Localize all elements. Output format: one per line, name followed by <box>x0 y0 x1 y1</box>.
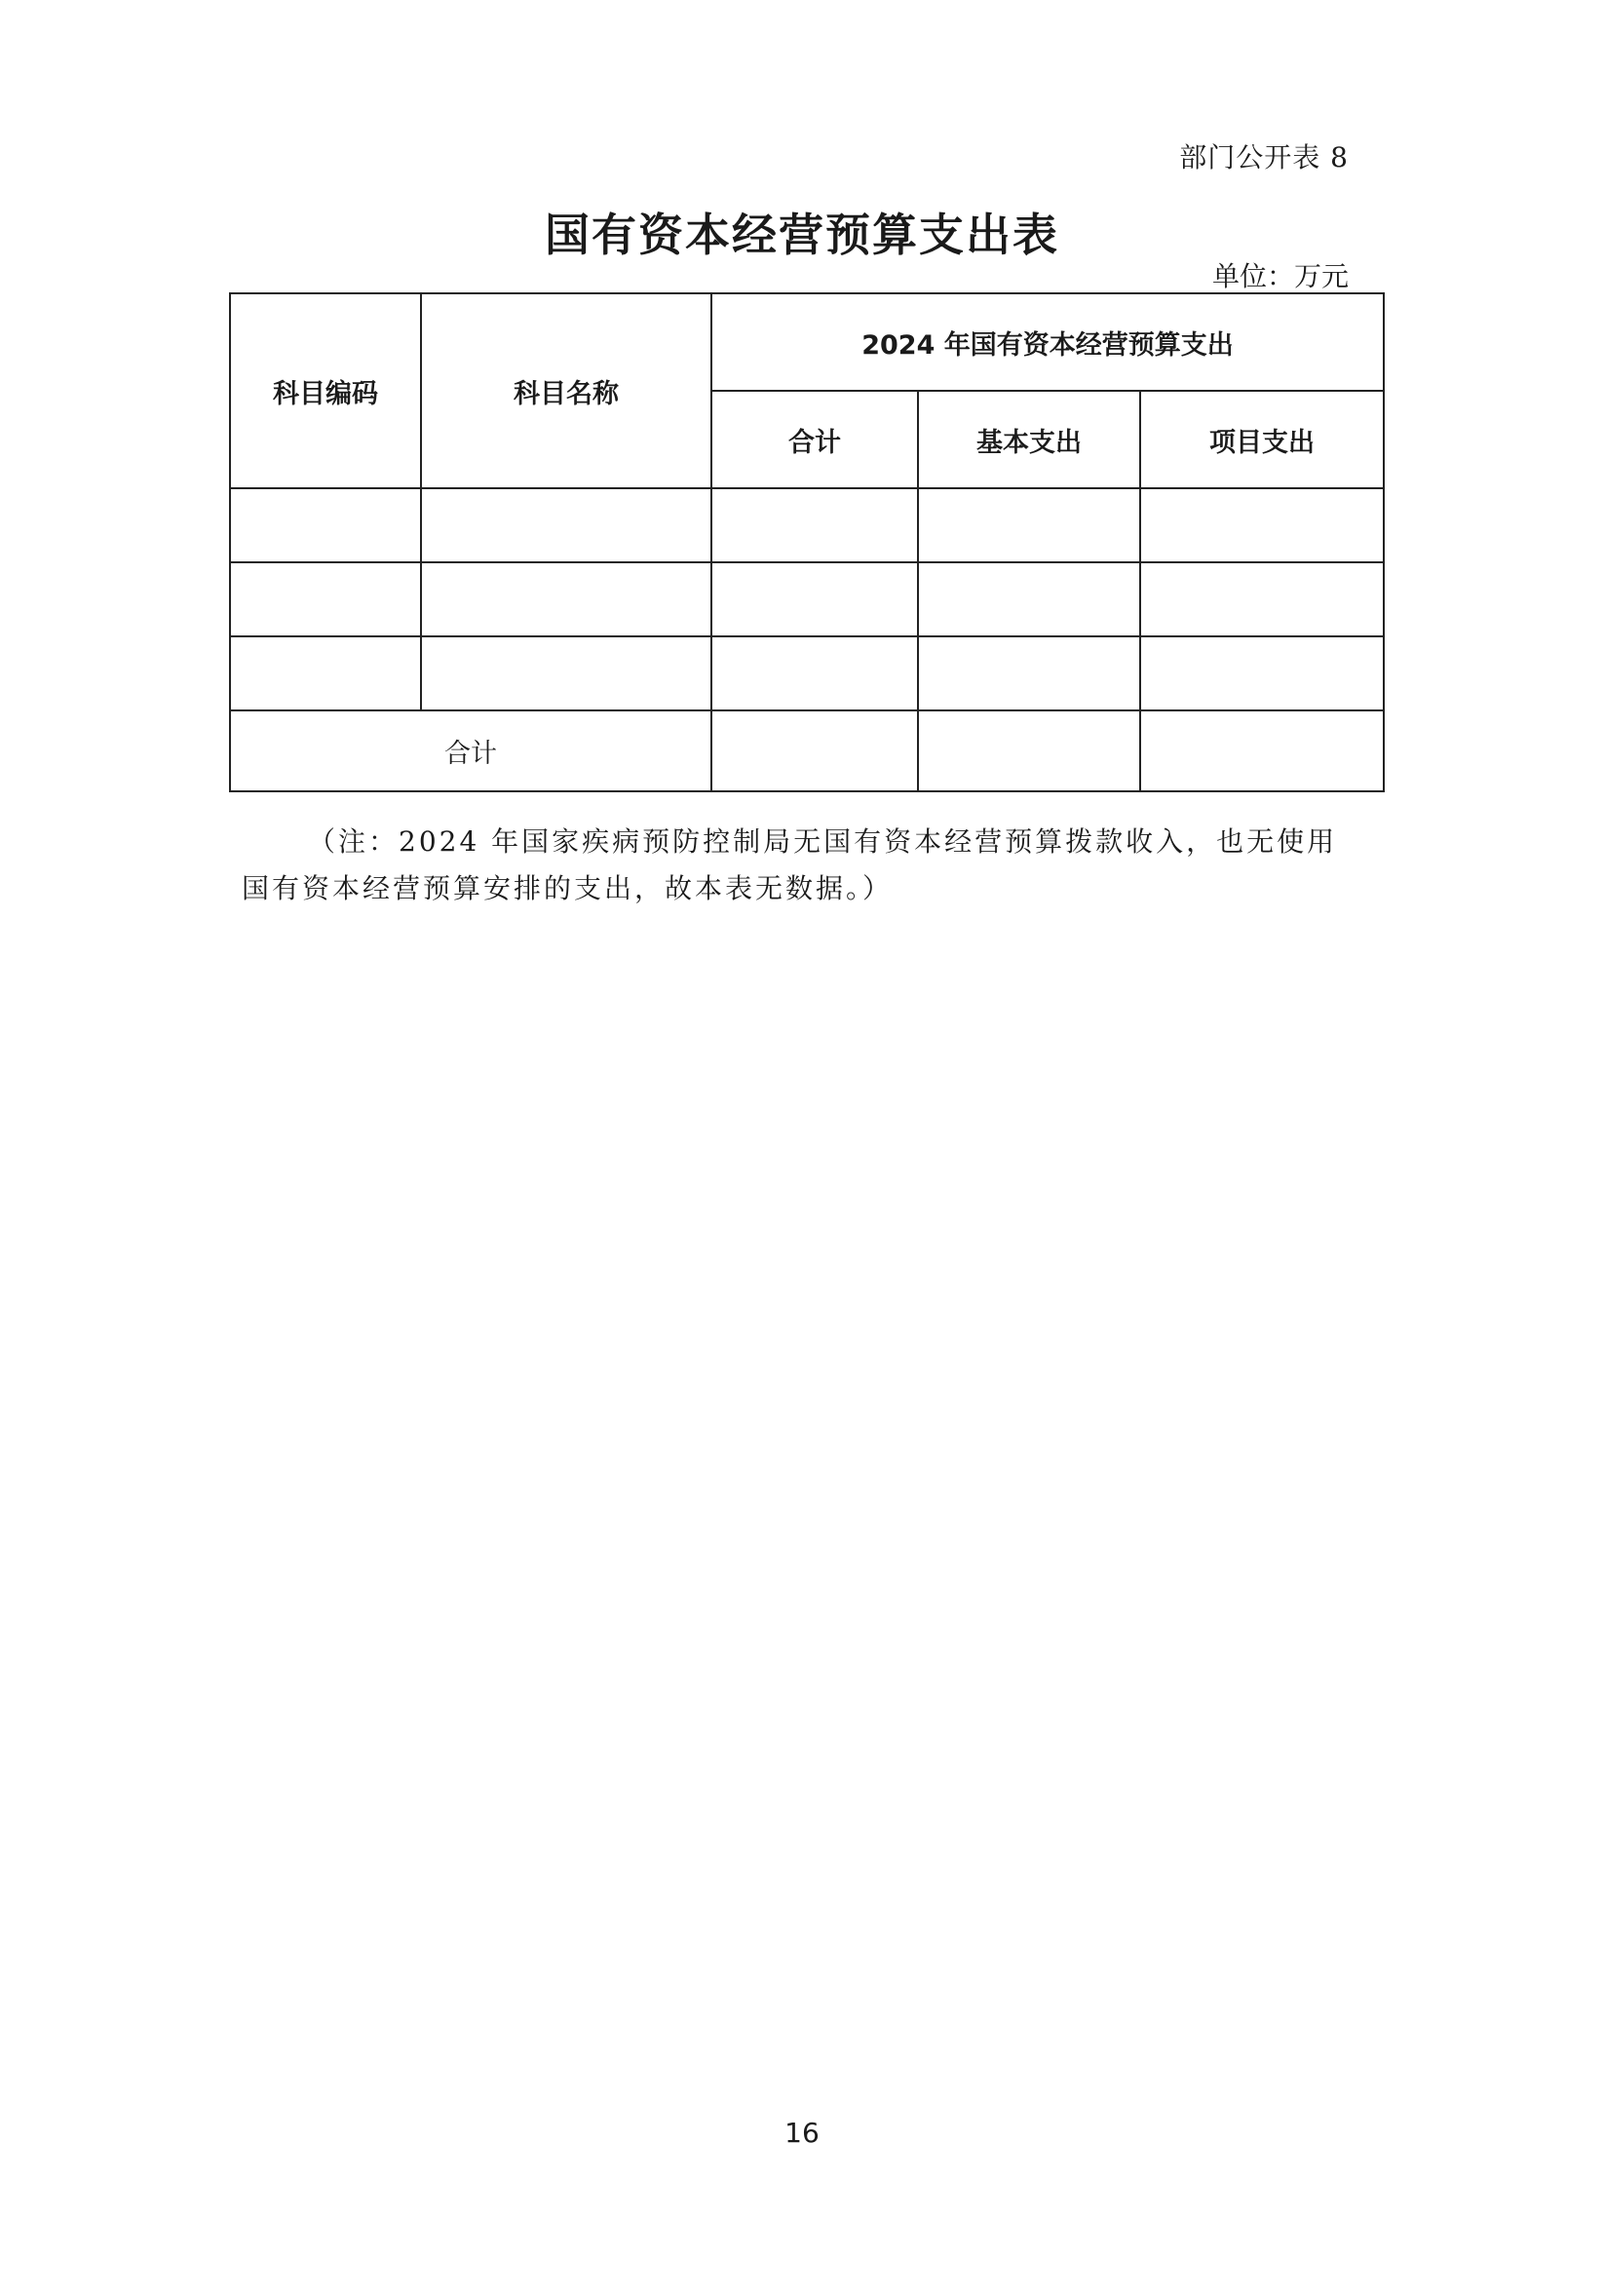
cell-basic <box>918 636 1140 710</box>
cell-project <box>1140 636 1384 710</box>
table-note: （注：2024 年国家疾病预防控制局无国有资本经营预算拨款收入，也无使用国有资本经营预算安排的支出，故本表无数据。） <box>242 825 1338 904</box>
total-cell-project <box>1140 710 1384 791</box>
table-total-row <box>230 710 1384 791</box>
cell-code <box>230 562 421 636</box>
cell-name <box>421 488 711 562</box>
col-header-total: 合计 <box>711 391 918 488</box>
cell-code <box>230 488 421 562</box>
page-title: 国有资本经营预算支出表 <box>545 209 1059 261</box>
unit-label: 单位：万元 <box>1211 260 1349 292</box>
table-row <box>230 636 1384 710</box>
budget-table <box>229 292 1385 792</box>
col-header-project: 项目支出 <box>1140 391 1384 488</box>
total-cell-total <box>711 710 918 791</box>
col-header-name: 科目名称 <box>421 293 711 488</box>
table-header-row <box>230 293 1384 391</box>
table-row <box>230 562 1384 636</box>
page-label: 部门公开表 8 <box>1179 141 1349 173</box>
cell-name <box>421 562 711 636</box>
cell-total <box>711 488 918 562</box>
cell-basic <box>918 488 1140 562</box>
total-label: 合计 <box>230 710 711 791</box>
cell-name <box>421 636 711 710</box>
col-header-basic: 基本支出 <box>918 391 1140 488</box>
table-row <box>230 488 1384 562</box>
col-header-code: 科目编码 <box>230 293 421 488</box>
cell-total <box>711 636 918 710</box>
cell-project <box>1140 488 1384 562</box>
total-cell-basic <box>918 710 1140 791</box>
cell-project <box>1140 562 1384 636</box>
page-number: 16 <box>784 2117 820 2149</box>
cell-total <box>711 562 918 636</box>
col-header-group: 2024 年国有资本经营预算支出 <box>711 293 1384 391</box>
cell-code <box>230 636 421 710</box>
cell-basic <box>918 562 1140 636</box>
